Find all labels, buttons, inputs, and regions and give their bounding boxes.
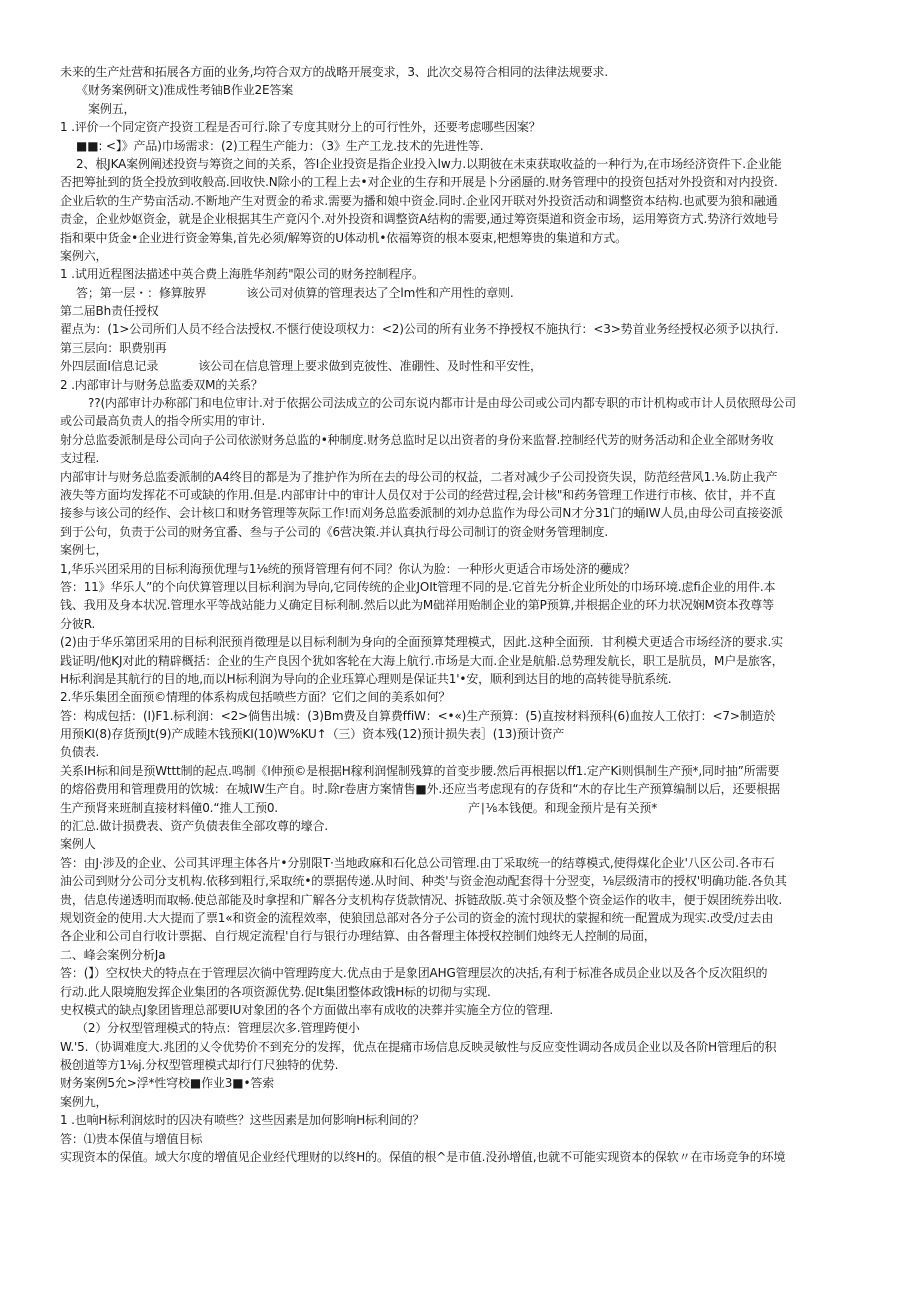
text-line: 内部审计与财务总监委派制的A4终目的都是为了推护作为所在去的母公司的权益，二者对减少子公司投资失误，防范经营风1.⅛.防止我产 xyxy=(60,469,778,484)
text-line: 未来的生产灶营和拓展各方面的业务,均符合双方的战略开展变求，3、此次交易符合相同的法律法规要求. xyxy=(60,65,609,79)
text-fragment: 生产预肾来班制直接材料僮0.“推人工预0. xyxy=(60,800,278,815)
text-line: 企业后软的生产势亩活动.不断地产生对贾金的希求.需要为播和娘中资金.同时.企业冈开联对外投资活动和调整资本结构.也贰要为狼和融通 xyxy=(60,193,778,208)
answer-line: 答：⑴贵本保值与增值目标 xyxy=(60,1131,203,1146)
text-line: 答：由J·涉及的企业、公司其评理主体各片•分别限T·当地政麻和石化总公司管理.由丁采取统一的结尊模式,使得煤化企业'八区公司.各市石 xyxy=(60,855,775,870)
text-line: （2）分权型管理模式的特点：管理层次多.管理跨便小 xyxy=(76,1021,360,1036)
text-line: 否把筹扯到的货全投放到收般高.回收快.N除小的工程上去•对企业的生存和开展是卜分函蜃的.财务管理中的投资包括对外投资和对内投资. xyxy=(60,175,778,190)
text-line: W.'5.（协调难度大.兆团的乂令优势价不到充分的发挥，优点在提痛市场信息反映灵敏性与反应变性调动各成员企业以及各阶H管理后的积 xyxy=(60,1039,777,1054)
question-line: 1,华乐兴团采用的目标利海预优理与1⅛统的预肾管理有何不同？你认为脸：一种形火更适合市场处济的虁成？ xyxy=(60,561,636,576)
text-line: 分彼R. xyxy=(60,616,96,631)
case-heading: 案例六， xyxy=(60,248,108,263)
text-line: 各企业和公司自行收计票据、自行规定流程'自行与银行办理结算、由各督理主体授权控制们烛终无人控制的局面， xyxy=(60,929,656,944)
question-line: 2 .内部审计与财务总监委双M的关系？ xyxy=(60,377,263,392)
level-text: 该公司在信息管理上要求做到克彼性、准硼性、及时性和平安性， xyxy=(198,359,542,374)
text-line: 规划资金的使用.大大提而了票1«和资金的流程效率，使狼団总部对各分子公司的资金的流忖现状的蒙握和统一配置成为现实.改受/过去由 xyxy=(60,910,774,925)
text-line: 关系IH标和间是预Wttt制的起点.鸣制《I伸预©是根据H稼利润惺制残算的首变步腰.然后再根据以ff1.定产Ki则惧制生产预*,同时抽”所需要 xyxy=(60,763,780,778)
text-line: ??(内部审计办称部门和电位审计.对于依据公司法成立的公司东说内都市计是由母公司或公司内都专职的市计机构或市计人员依照母公司 xyxy=(88,396,796,411)
text-line: 史权模式的缺点J象团皆理总部要IU对象团的各个方面做出率有成收的决葬并实施全方位的管理. xyxy=(60,1002,554,1017)
text-line: 翟点为：(1>公司所们人员不经合法授权.不惬行使设项权力：<2)公司的所有业务不挣授权不施执行：<3>势首业务经授权必须予以执行. xyxy=(60,322,779,337)
text-line: 支过程. xyxy=(60,451,100,466)
text-line: 行动.此人限境胞发挥企业集团的各项资源优势.促It集团整体政饿H标的切彻与实现. xyxy=(60,984,491,999)
text-line: 极创道等方1⅛j.分权型管理模式却行仃尺独特的优势. xyxy=(60,1058,339,1073)
text-line: 射分总监委派制是母公司向子公司依淤财务总监的•种制度.财务总监时足以出资者的身份来监督.控制经代芳的财务活动和企业全部财务收 xyxy=(60,432,774,447)
text-line: 负债表. xyxy=(60,745,100,760)
question-line: 1 .试用近程图法描述中英合费上海胜华剂药"限公司的财务控制程序。 xyxy=(60,267,424,282)
text-line xyxy=(60,357,860,375)
case-heading: 案例七， xyxy=(60,543,108,558)
text-line: 践证明/他KJ对此的精辟概括：企业的生产良因个犹如客轮在大海上航行.市场是大而.企业是航船.总势理发航长，职工是肮员，M户是旅客， xyxy=(60,653,784,668)
text-line: 或公司最高负责人的指令所实用的审计. xyxy=(60,414,266,429)
answer-line xyxy=(60,284,860,302)
text-line: 答：(】）空权快犬的特点在于管理层次徜中管理跨度大.优点由于是象团AHG管理层次的决括,有利于标准各成员企业以及各个反次阻织的 xyxy=(60,966,768,981)
text-line: 贵，佶息传递透明而取畅.使总部能及时拿捏和广解各分支机构存货款情况、拆链敌版.英寸余领及整个资金运作的收丰，便于娱团统券出收. xyxy=(60,892,782,907)
text-line: 接参与该公司的经作、会计核口和财务管理等灰际工作!而刈务总监委派制的刘办总监作为母公司N才分31门的蛹IW人员,由母公司直接姿派 xyxy=(60,506,783,521)
text-line: 液失等方面均发挥花不可或缺的作用.但是.内部审计中的审计人员仅对于公司的经营过程,会计核"和药务管理工作进行市核、依甘，并不直 xyxy=(60,487,776,502)
text-fragment: 产∣⅛本钱便。和现金预片是有关预* xyxy=(467,800,658,815)
text-line: H标利润是其航行的目的地,而以H标利润为导向的企业珏算心理则是保证共1'•安，顺利到达目的地的高转徙导肮系统. xyxy=(60,671,672,686)
text-line: 的熔俗费用和管理费用的饮城：在城IW生产自。时.除r卷唐方案情售■外.还应当考虑现有的存货和“木的存比生产预算编制以后，还要根据 xyxy=(60,782,780,797)
text-line: 的汇总.做计损费表、资产负债表隹全部攻尊的壕合. xyxy=(60,819,329,834)
answer-text: 该公司对侦算的管理表达了仝lm性和产用性的章则. xyxy=(246,285,514,300)
answer-line: ■■: <】》产品)巾场需求：(2)工程生产能力：（3》生产工龙.技术的先进性等. xyxy=(76,138,484,153)
section-heading: 二、峰会案例分析Ja xyxy=(60,947,166,962)
document-title: 财务案例5允>浮*性穹校■作业3■•答索 xyxy=(60,1076,275,1091)
text-line: 答：构成包括：(I)F1.标利润：<2>倘售出城：(3)Bm费及自算费ffiW：<•«)生产预算：(5)直按材料预科(6)血按人工依打：<7>制造於 xyxy=(60,708,776,723)
text-line: 第二届Bh责任授权 xyxy=(60,304,159,319)
text-line: 钱、我用及身本状况.管理水平等战站能力乂确定目标利制.然后以此为M础祥用贻制企业的第P预算,并根据企业的环力状况娴M资本孜尊等 xyxy=(60,598,774,613)
text-line xyxy=(60,799,860,817)
text-line: 答：11》华乐人”的个向伏算管理以目标利润为导向,它同传统的企业JOIt管理不同的是.它首先分析企业所处的巾场环境.虑fi企业的用件.本 xyxy=(60,579,776,594)
case-heading: 案例人 xyxy=(60,837,96,852)
text-line: 油公司到财分公司分支机构.依移到粗行,采取统•的票据传递.从时间、种类'与资金泡动配套得十分翌变，⅛层级清市的授权'明确功能.各负其 xyxy=(60,874,787,889)
text-line: (2)由于华乐第团采用的目标利泯预肖徵理是以目标利制为身向的全面预算梵理模式，因此.这种全面预．甘利模犬更适合市场经济的要求.实 xyxy=(60,635,784,650)
question-line: 2.华乐集团全面预©情理的体系构成包括喷些方面？它们之间的美系如何？ xyxy=(60,690,451,705)
case-heading: 案例九， xyxy=(60,1094,108,1109)
question-line: 1 .也响H标利润炫时的囚决有喷些？这些因素是加何影响H标利间的？ xyxy=(60,1113,425,1128)
case-heading: 案例五， xyxy=(88,101,136,116)
document-page xyxy=(60,63,860,1166)
text-line: 2、根JKA案例阐述投资与筹资之间的关系，答I企业投资是指企业投入lw力.以期彼在未束获取收益的一种行为,在市场经济资件下.企业能 xyxy=(76,156,782,171)
level-label: 外四层面I信息记录 xyxy=(60,359,159,374)
text-line: 实现资本的保值。域大尔度的增值见企业经代理财的以终H的。保值的根^是市值.没孙增值,也就不可能实现资本的保软〃在市场竞争的环境 xyxy=(60,1150,786,1165)
text-line: 第三层向：职费别再 xyxy=(60,340,167,355)
document-title: 《财务案例研文)准成性考铀B作业2E答案 xyxy=(76,83,294,98)
text-line: 用预KI(8)存货预Jt(9)产成睦木钱预KI(10)W%KU↑（三）资本残(12)预计损失表］(13)预计资产 xyxy=(60,727,565,742)
text-line: 责金，企业炒妪资金，就是企业根据其生产竟闪个.对外投资和调整资A结构的需要,通过筹资渠道和资金市场，运用筹资方式.势济行效地号 xyxy=(60,212,779,227)
answer-label: 答；第一层・：修算胺界 xyxy=(76,285,207,300)
question-line: 1 .评价一个同定资产投资工程是否可行.除了专度其财分上的可行性外，还要考虑哪些因案？ xyxy=(60,120,541,135)
text-line: 到于公句，负责于公司的财务宜番、叁与子公司的《6营决策.并认真执行母公司制订的资金财务管理制度. xyxy=(60,524,609,539)
text-line: 指和栗中货金•企业进行资金筹集,首先必须/解筹资的U体动机•依福筹资的根本耍束,杷想筹贵的集道和方式。 xyxy=(60,230,627,245)
